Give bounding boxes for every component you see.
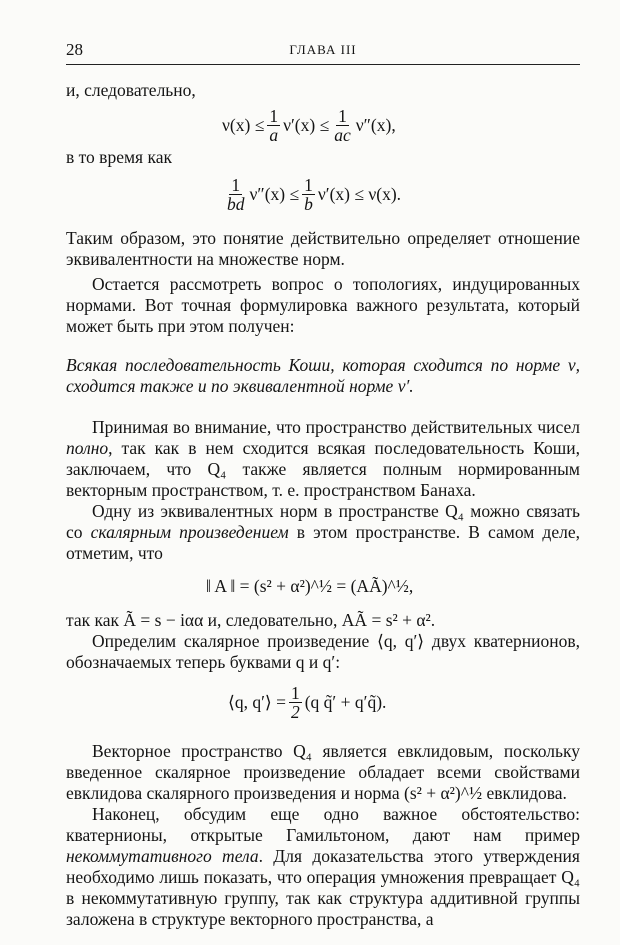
paragraph: так как Ã = s − iαα и, следовательно, AÃ = s² + α². — [66, 610, 436, 630]
paragraph: Принимая во внимание, что пространство действительных чисел полно, так как в нем сходится всякая последовательность Коши, заключаем, что Q₄ также является полным нормированным векторным пространством, т. е. пространством Банаха. — [66, 417, 580, 500]
fraction: $\frac{1}{b}$ — [304, 174, 313, 214]
fraction: $\frac{1}{ac}$ — [334, 105, 351, 145]
paragraph: Остается рассмотреть вопрос о топологиях, индуцированных нормами. Вот точная формулировка важного результата, который может быть при этом получен: — [66, 274, 580, 336]
running-header — [66, 40, 580, 65]
page-number: 28 — [66, 40, 83, 59]
chapter-title: ГЛАВА III — [289, 42, 357, 57]
text-body — [66, 80, 580, 930]
theorem-statement: Всякая последовательность Коши, которая сходится по норме ν, сходится также и по эквивалентной норме ν′. — [66, 355, 580, 396]
intro-line: и, следовательно, — [66, 80, 196, 100]
formula-norm: ‖ A ‖ = (s² + α²)^½ = (AÃ)^½, — [206, 575, 414, 596]
paragraph: Одну из эквивалентных норм в пространстве Q₄ можно связать со скалярным произведением в этом пространстве. В самом деле, отметим, что — [66, 501, 580, 563]
formula-inequality-1: ν(x) ≤ $\frac{1}{a}$ ν′(x) ≤ $\frac{1}{ac}$ ν″(x), — [222, 105, 396, 145]
fraction: $\frac{1}{2}$ — [290, 682, 300, 722]
connector-line: в то время как — [66, 147, 172, 167]
formula-scalar-product: ⟨q, q′⟩ = $\frac{1}{2}$ (q q̃′ + q′q̃). — [228, 682, 387, 722]
paragraph: Таким образом, это понятие действительно определяет отношение эквивалентности на множестве норм. — [66, 228, 580, 269]
paragraph: Определим скалярное произведение ⟨q, q′⟩ двух кватернионов, обозначаемых теперь буквами q и q′: — [66, 631, 580, 672]
paragraph: Наконец, обсудим еще одно важное обстоятельство: кватернионы, открытые Гамильтоном, дают нам пример некоммутативного тела. Для доказательства этого утверждения необходимо лишь показать, что операция умножения превращает Q₄ в некоммутативную группу, так как структура аддитивной группы заложена в структуре векторного пространства, а — [66, 804, 580, 929]
fraction: 1 bd — [227, 174, 245, 214]
paragraph: Векторное пространство Q₄ является евклидовым, поскольку введенное скалярное произведение обладает всеми свойствами евклидова скалярного произведения и норма (s² + α²)^½ евклидова. — [66, 741, 580, 803]
fraction: $\frac{1}{a}$ — [269, 105, 279, 145]
formula-inequality-2: 1 bd ν″(x) ≤ $\frac{1}{b}$ ν′(x) ≤ ν(x). — [227, 174, 402, 214]
